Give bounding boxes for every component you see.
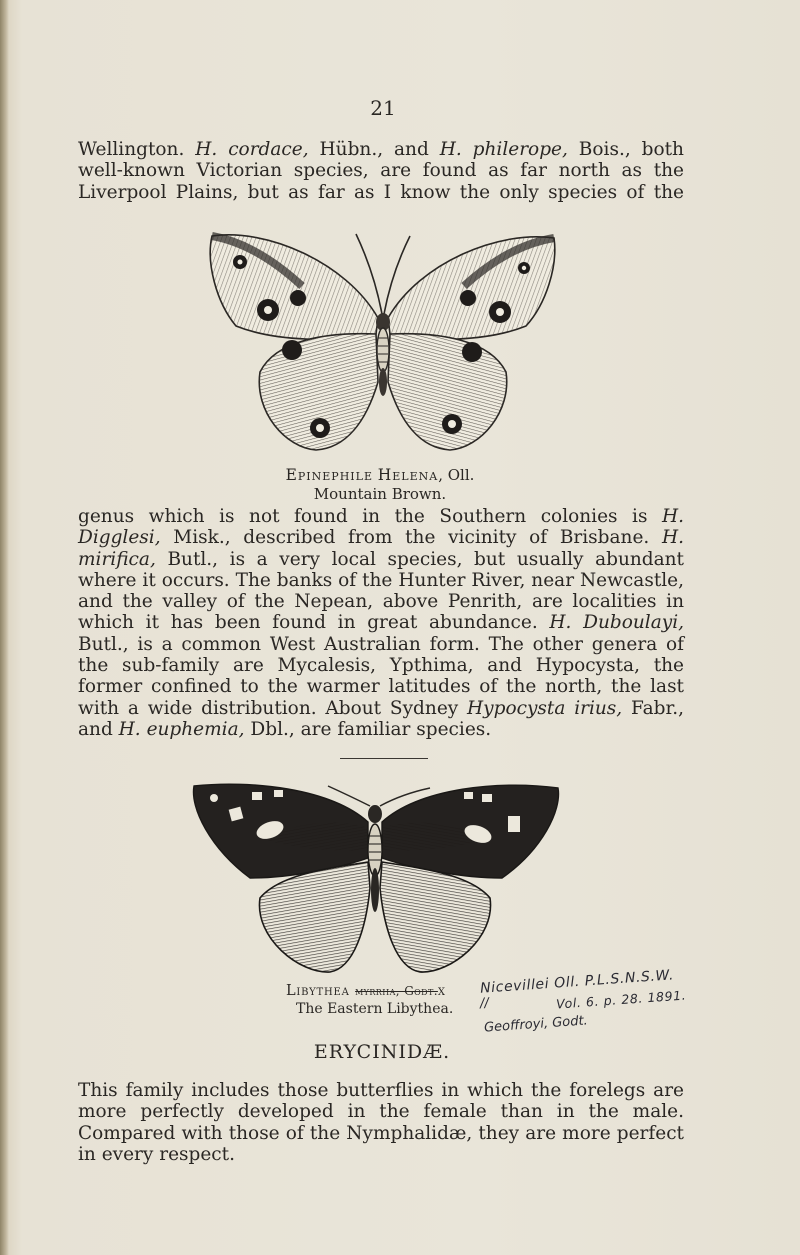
figure-caption-libythea <box>286 983 446 999</box>
butterfly-illustration-eastern-libythea <box>190 778 562 976</box>
text-run: Bois., both <box>578 139 684 160</box>
text-run: Butl., is a very local species, but usually abundant where it occurs. The banks of the Hunter River, near Newcastle, and the valley of the Nepean, above Penrith, are localities in which it has been found in great abundance. <box>78 548 684 634</box>
paragraph-erycinidae: This family includes those butterflies in which the forelegs are more perfectly developed in the female than in the male. Compared with those of the Nymphalidæ, they are more perfect in every respect. <box>78 1080 684 1165</box>
species-name: H. cordace, <box>195 139 309 160</box>
handwritten-annotation-ditto: // <box>479 995 490 1012</box>
caption-struck-name: myrrha, Godt. <box>355 984 438 998</box>
text-run: Wellington. <box>78 139 185 160</box>
paragraph-intro <box>78 139 684 203</box>
section-divider <box>340 758 428 759</box>
figure-caption-mountain-brown <box>230 466 530 504</box>
caption-genus: Libythea <box>286 983 350 999</box>
species-name: H. euphemia, <box>118 718 245 740</box>
text-line: well-known Victorian species, are found as far north as the <box>78 160 684 182</box>
page-gutter <box>0 0 9 1255</box>
text-run: Misk., described from the vicinity of Brisbane. <box>160 527 662 549</box>
caption-pencil-mark: x <box>437 983 446 999</box>
species-name: H. mirifica, <box>78 527 684 570</box>
handwritten-annotation-volume: Vol. 6. p. 28. 1891. <box>555 987 687 1012</box>
text-run: genus which is not found in the Southern colonies is <box>78 506 662 527</box>
text-line: Liverpool Plains, but as far as I know the only species of the <box>78 181 684 203</box>
paragraph-genus <box>78 506 684 740</box>
caption-common-name: Mountain Brown. <box>313 485 447 503</box>
caption-common-name: The Eastern Libythea. <box>296 1001 454 1017</box>
caption-author: , Oll. <box>438 466 475 484</box>
handwritten-annotation-synonym: Geoffroyi, Godt. <box>483 1013 589 1036</box>
annotation-ref-text: P.L.S.N.S.W. <box>584 967 675 990</box>
caption-species: Helena <box>377 466 439 484</box>
species-name: Hypocysta irius, <box>467 697 623 719</box>
page-number: 21 <box>370 96 396 120</box>
section-heading: ERYCINIDÆ. <box>313 1041 451 1063</box>
text-run: Hübn., and <box>319 139 429 160</box>
species-name: H. Digglesi, <box>78 506 684 549</box>
text-run: Dbl., are familiar species. <box>244 718 492 740</box>
annotation-name-text: Nicevillei Oll. <box>479 973 581 997</box>
text-run: Fabr., and <box>78 697 685 740</box>
species-name: H. Duboulayi, <box>549 612 684 634</box>
butterfly-illustration-mountain-brown <box>206 222 558 454</box>
text-run: Butl., is a common West Australian form. The other genera of the sub-family are Mycalesis, Ypthima, and Hypocysta, the former confined to the warmer latitudes of the north, the last with a wide distribution. About Sydney <box>78 633 684 719</box>
caption-genus: Epinephile <box>285 466 373 484</box>
species-name: H. philerope, <box>439 139 568 160</box>
